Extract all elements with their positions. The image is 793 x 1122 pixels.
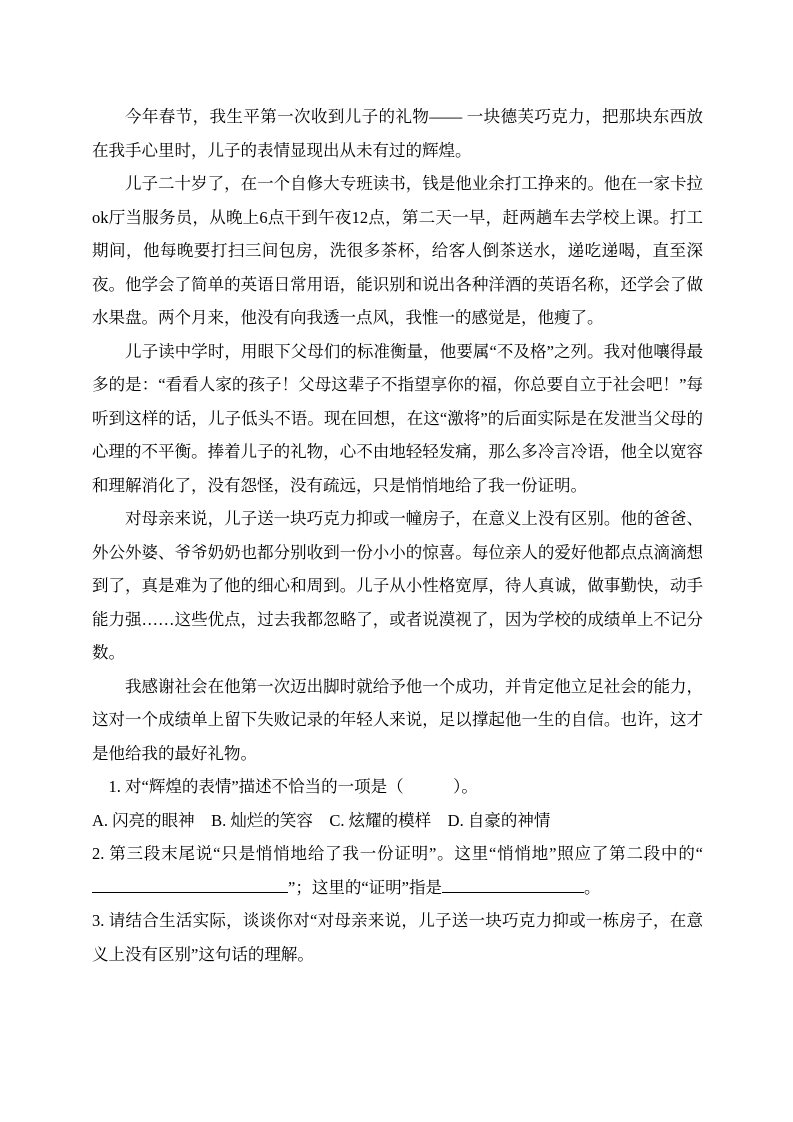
question-2-text-middle: ”；这里的“证明”指是	[288, 877, 442, 897]
question-1: 1. 对“辉煌的表情”描述不恰当的一项是（ ）。	[108, 777, 478, 796]
passage-paragraph-4: 对母亲来说，儿子送一块巧克力抑或一幢房子，在意义上没有区别。他的爸爸、外公外婆、爷爷奶奶也都分别收到一份小小的惊喜。每位亲人的爱好他都点点滴滴想到了，真是难为了他的细心和周到。儿子从小性格宽厚，待人真诚，做事勤快，动手能力强……这些优点，过去我都忽略了，或者说漠视了，因为学校的成绩单上不记分数。	[92, 509, 703, 662]
question-2-text-lead: 2. 第三段末尾说“只是悄悄地给了我一份证明”。这里“悄悄地”照应了第二段中的“	[92, 844, 703, 863]
passage-paragraph-2: 儿子二十岁了，在一个自修大专班读书，钱是他业余打工挣来的。他在一家卡拉ok厅当服务员，从晚上6点干到午夜12点，第二天一早，赶两趟车去学校上课。打工期间，他每晚要打扫三间包房，洗很多茶杯，给客人倒茶送水，递吃递喝，直至深夜。他学会了简单的英语日常用语，能识别和说出各种洋酒的英语名称，还学会了做水果盘。两个月来，他没有向我透一点风，我惟一的感觉是，他瘦了。	[92, 174, 703, 327]
question-3: 3. 请结合生活实际，谈谈你对“对母亲来说，儿子送一块巧克力抑或一栋房子，在意义上没有区别”这句话的理解。	[92, 911, 703, 964]
passage-paragraph-5: 我感谢社会在他第一次迈出脚时就给予他一个成功，并肯定他立足社会的能力，这对一个成绩单上留下失败记录的年轻人来说，足以撑起他一生的自信。也许，这才是他给我的最好礼物。	[92, 676, 703, 763]
question-2-text-end: 。	[583, 877, 601, 897]
passage-paragraph-1: 今年春节，我生平第一次收到儿子的礼物—— 一块德芙巧克力，把那块东西放在我手心里时，儿子的表情显现出从未有过的辉煌。	[92, 107, 703, 160]
answer-blank-1	[92, 878, 288, 893]
question-1-options: A. 闪亮的眼神 B. 灿烂的笑容 C. 炫耀的模样 D. 自豪的神情	[92, 810, 551, 830]
question-2	[92, 837, 703, 904]
answer-blank-2	[442, 878, 584, 893]
passage-paragraph-3: 儿子读中学时，用眼下父母们的标准衡量，他要属“不及格”之列。我对他嚷得最多的是：“看看人家的孩子！父母这辈子不指望享你的福，你总要自立于社会吧！”每听到这样的话，儿子低头不语。现在回想，在这“激将”的后面实际是在发泄当父母的心理的不平衡。捧着儿子的礼物，心不由地轻轻发痛，那么多冷言冷语，他全以宽容和理解消化了，没有怨怪，没有疏远，只是悄悄地给了我一份证明。	[92, 341, 703, 495]
